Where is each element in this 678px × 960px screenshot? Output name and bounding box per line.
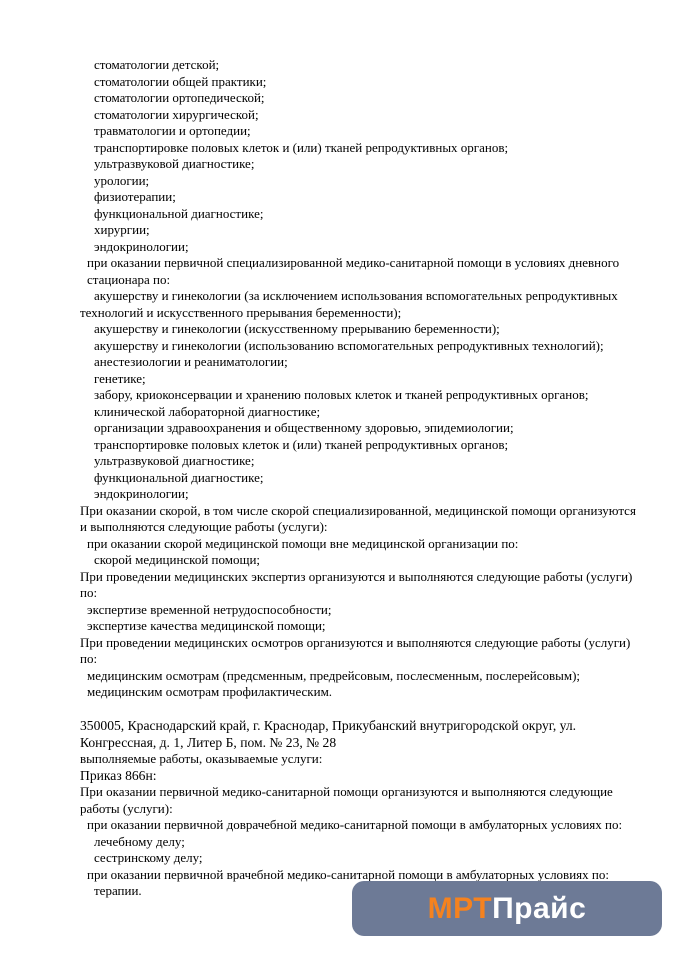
list-item: травматологии и ортопедии; <box>94 123 251 138</box>
subsection-heading: при оказании первичной врачебной медико-санитарной помощи в амбулаторных условиях по: <box>87 866 609 882</box>
list-item: терапии. <box>94 883 142 898</box>
list-item: ультразвуковой диагностике; <box>94 156 255 171</box>
list-item: эндокринологии; <box>94 238 189 254</box>
address: 350005, Краснодарский край, г. Краснодар, Прикубанский внутригородской округ, ул. Конгрессная, д. 1, Литер Б, пом. № 23, № 28 <box>80 717 577 750</box>
list-item: лечебному делу; <box>94 833 185 849</box>
subsection-heading: при оказании первичной доврачебной медико-санитарной помощи в амбулаторных условиях по: <box>87 817 623 832</box>
list-item: ультразвуковой диагностике; <box>94 453 255 468</box>
list-item: транспортировке половых клеток и (или) тканей репродуктивных органов; <box>94 139 509 155</box>
watermark-part1: МРТ <box>427 891 493 925</box>
list-item: стоматологии детской; <box>94 57 220 72</box>
list-item: анестезиологии и реаниматологии; <box>94 354 288 369</box>
list-item: акушерству и гинекологии (использованию вспомогательных репродуктивных технологий); <box>94 337 604 353</box>
list-item: забору, криоконсервации и хранению половых клеток и тканей репродуктивных органов; <box>94 387 589 402</box>
list-item: функциональной диагностике; <box>94 205 264 221</box>
section-heading: При оказании первичной медико-санитарной помощи организуются и выполняются следующие работы (услуги): <box>80 784 613 816</box>
list-item: акушерству и гинекологии (за исключением использования вспомогательных репродуктивных технологий и искусственного прерывания беременности); <box>80 288 618 320</box>
list-item: экспертизе временной нетрудоспособности; <box>87 601 332 617</box>
list-item: сестринскому делу; <box>94 850 203 865</box>
watermark-logo <box>352 881 662 936</box>
list-item: стоматологии хирургической; <box>94 106 259 122</box>
document-body <box>80 57 645 900</box>
subsection-heading: при оказании скорой медицинской помощи вне медицинской организации по: <box>87 535 519 551</box>
list-item: эндокринологии; <box>94 486 189 501</box>
list-item: клинической лабораторной диагностике; <box>94 403 321 419</box>
list-item: скорой медицинской помощи; <box>94 552 261 567</box>
watermark-part2: Прайс <box>492 891 587 925</box>
list-item: хирургии; <box>94 222 150 237</box>
order-number: Приказ 866н: <box>80 768 157 783</box>
list-item: генетике; <box>94 370 146 386</box>
list-item: медицинским осмотрам профилактическим. <box>87 684 333 699</box>
list-item: стоматологии общей практики; <box>94 73 267 89</box>
section-heading: При проведении медицинских экспертиз организуются и выполняются следующие работы (услуги) по: <box>80 568 633 600</box>
works-label: выполняемые работы, оказываемые услуги: <box>80 750 323 766</box>
list-item: стоматологии ортопедической; <box>94 90 265 105</box>
section-heading: При проведении медицинских осмотров организуются и выполняются следующие работы (услуги) по: <box>80 634 631 666</box>
list-item: функциональной диагностике; <box>94 469 264 485</box>
list-item: физиотерапии; <box>94 189 176 204</box>
list-item: экспертизе качества медицинской помощи; <box>87 618 326 633</box>
list-item: медицинским осмотрам (предсменным, предрейсовым, послесменным, послерейсовым); <box>87 667 581 683</box>
list-item: организации здравоохранения и общественному здоровью, эпидемиологии; <box>94 420 514 435</box>
list-item: акушерству и гинекологии (искусственному прерыванию беременности); <box>94 321 500 336</box>
section-heading: при оказании первичной специализированной медико-санитарной помощи в условиях дневного стационара по: <box>87 255 620 287</box>
list-item: транспортировке половых клеток и (или) тканей репродуктивных органов; <box>94 436 509 452</box>
spacer <box>80 701 645 717</box>
list-item: урологии; <box>94 172 150 188</box>
section-heading: При оказании скорой, в том числе скорой специализированной, медицинской помощи организуются и выполняются следующие работы (услуги): <box>80 502 636 534</box>
